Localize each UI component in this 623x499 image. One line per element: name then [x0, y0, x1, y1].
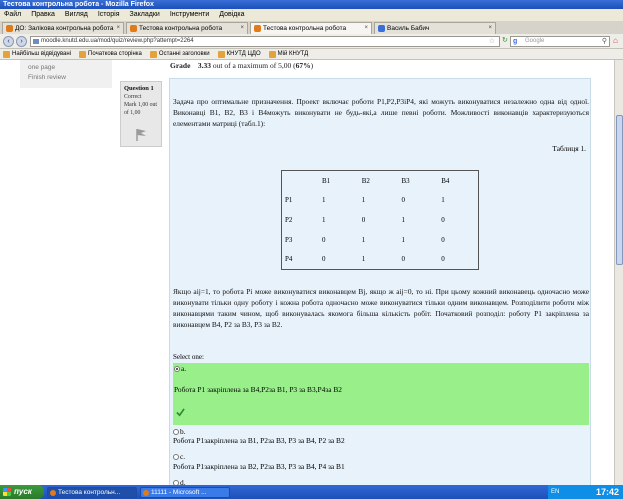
tab-2[interactable]: [126, 22, 248, 34]
window-title-bar: [0, 0, 623, 9]
moodle-favicon-icon: [6, 25, 13, 32]
option-letter: a.: [181, 364, 187, 373]
menu-history[interactable]: Історія: [97, 11, 120, 18]
menu-edit[interactable]: Правка: [31, 11, 55, 18]
bookmark-start-page[interactable]: Початкова сторінка: [79, 49, 142, 59]
question-text: Задача про оптимальне призначення. Проект включає роботи P1,P2,P3іP4, які можуть виконуватися незалежно одна від одної. Виконавці B1, B2, B3 і B4можуть виконувати не будь-які,а лише певні роботи. Можливості виконавців характеризуються елементами матриці (табл.1):: [173, 97, 589, 128]
matrix-cell: 1: [361, 255, 366, 264]
matrix-cell: 0: [441, 255, 445, 264]
url-text: moodle.knutd.edu.ua/mod/quiz/review.php?attempt=2264: [41, 38, 194, 44]
vertical-scrollbar[interactable]: [614, 60, 623, 485]
question-panel: [169, 78, 591, 485]
matrix-cell: P2: [285, 215, 293, 224]
grade-summary: [170, 61, 313, 70]
start-label: пуск: [14, 487, 32, 496]
taskbar-firefox[interactable]: [47, 487, 137, 498]
tab-label: Тестова контрольна робота: [139, 25, 223, 32]
home-icon[interactable]: ⌂: [613, 36, 618, 45]
matrix-cell: 0: [441, 215, 445, 224]
matrix-cell: B1: [322, 176, 331, 185]
close-icon[interactable]: ×: [364, 25, 368, 31]
matrix-cell: 0: [322, 255, 326, 264]
menu-file[interactable]: Файл: [4, 11, 22, 18]
bookmark-latest-headlines[interactable]: Останні заголовки: [150, 49, 210, 59]
page-content: [0, 60, 614, 485]
answer-option-a[interactable]: [173, 363, 589, 425]
grade-percent: 67%: [295, 61, 311, 70]
matrix-cell: P3: [285, 235, 293, 244]
close-icon[interactable]: ×: [488, 25, 492, 31]
question-info: [120, 81, 162, 147]
taskbar-label: Тестова контрольн...: [58, 488, 121, 496]
start-button[interactable]: [0, 485, 44, 499]
bookmarks-bar: [0, 49, 623, 60]
grade-rest: out of a maximum of 5,00 (: [212, 61, 296, 70]
tab-label: Тестова контрольна робота: [263, 25, 347, 32]
grade-value: 3.33: [197, 61, 212, 70]
matrix-row: [282, 249, 478, 269]
matrix-header-row: [282, 171, 478, 191]
url-bar[interactable]: [30, 36, 500, 47]
google-icon: g: [513, 38, 518, 45]
search-placeholder: Google: [525, 38, 545, 44]
flag-icon[interactable]: [135, 128, 147, 142]
matrix-cell: 1: [401, 235, 405, 244]
question-mark: Mark 1,00 out of 1,00: [124, 102, 158, 116]
matrix-cell: 0: [401, 196, 405, 205]
moodle-favicon-icon: [130, 25, 137, 32]
main-content: [112, 60, 614, 485]
matrix-cell: B3: [401, 176, 410, 185]
question-number: Question 1: [124, 85, 154, 92]
matrix-cell: 0: [441, 235, 445, 244]
tab-4[interactable]: [374, 22, 496, 34]
radio-c[interactable]: [173, 454, 179, 460]
bookmark-knutd-cdo[interactable]: КНУТД ЦДО: [218, 49, 261, 59]
checkmark-icon: [176, 408, 185, 417]
search-input[interactable]: [510, 36, 610, 47]
clock: 17:42: [595, 487, 619, 497]
matrix-row: [282, 191, 478, 211]
matrix-cell: [282, 171, 319, 191]
tab-label: ДО: Залікова контрольна робота: [15, 25, 114, 32]
bookmark-most-visited[interactable]: Найбільш відвідувані: [3, 49, 71, 59]
matrix-cell: P4: [285, 255, 293, 264]
scrollbar-thumb[interactable]: [616, 115, 623, 265]
menu-tools[interactable]: Інструменти: [169, 11, 210, 18]
matrix-cell: P1: [285, 196, 293, 205]
navigation-bar: [0, 34, 623, 49]
tab-label: Василь Бабич: [387, 25, 430, 32]
grade-label: Grade: [170, 61, 191, 70]
matrix-cell: 1: [401, 215, 405, 224]
site-icon: [33, 39, 39, 44]
menu-bar: [0, 9, 623, 21]
bookmark-my-knutd[interactable]: Мій КНУТД: [269, 49, 309, 59]
reload-icon[interactable]: ↻: [502, 37, 508, 44]
capability-matrix: [281, 170, 479, 270]
radio-b[interactable]: [173, 429, 179, 435]
search-icon[interactable]: ⚲: [601, 38, 607, 45]
option-a-text: Робота P1 закріплена за B4,P2за B1, P3 за B3,P4за B2: [174, 385, 342, 394]
select-one-label: Select one:: [173, 353, 204, 361]
finish-review-link[interactable]: Finish review: [28, 74, 66, 81]
matrix-cell: 1: [361, 235, 366, 244]
question-description: Якщо aij=1, то робота Pi може виконуватися виконавцем Bj, якщо ж aij=0, то ні. При цьому кожний виконавець одночасно може виконувати тільки одну роботу і кожна робота одночасно може виконуватися тільки одним виконавцем. Розподілити роботи між виконавцями таким чином, щоб виконувалась якомога більша кількість робіт. Початковий розподіл: роботу P1 закріплена за виконавцем B4, P2 за B3, P3 за B2.: [173, 287, 589, 329]
radio-a[interactable]: [174, 366, 180, 372]
matrix-row: [282, 210, 478, 230]
matrix-cell: 1: [441, 196, 445, 205]
show-one-page-link[interactable]: one page: [28, 64, 56, 71]
close-icon[interactable]: ×: [240, 25, 244, 31]
taskbar: [0, 485, 623, 499]
tab-3[interactable]: [250, 22, 372, 34]
window-title: Тестова контрольна робота - Mozilla Firefox: [3, 1, 154, 8]
matrix-cell: 0: [401, 255, 405, 264]
back-button[interactable]: ‹: [3, 36, 14, 47]
matrix-cell: 1: [361, 196, 366, 205]
option-letter: d.: [180, 478, 186, 485]
option-d-header[interactable]: [173, 478, 186, 485]
close-icon[interactable]: ×: [116, 25, 120, 31]
system-tray: [548, 485, 623, 499]
option-a-header: [174, 364, 186, 374]
matrix-cell: 1: [322, 196, 326, 205]
matrix-row: [282, 230, 478, 250]
moodle-favicon-icon: [254, 25, 261, 32]
menu-view[interactable]: Вигляд: [64, 11, 88, 18]
matrix-cell: B2: [361, 176, 370, 185]
option-c-text: Робота P1закріплена за B2, P2за B3, P3 за B4, P4 за B1: [173, 462, 345, 471]
quiz-navigation-block: [20, 60, 112, 88]
matrix-cell: 1: [322, 215, 326, 224]
table-caption: Таблиця 1.: [552, 144, 586, 153]
profile-favicon-icon: [378, 25, 385, 32]
matrix-cell: 0: [361, 215, 366, 224]
option-c-header[interactable]: [173, 452, 185, 462]
question-state: Correct: [124, 94, 142, 100]
taskbar-label: 11111 - Microsoft ...: [151, 488, 207, 496]
option-letter: c.: [180, 452, 186, 461]
matrix-cell: B4: [441, 176, 450, 185]
forward-button[interactable]: ›: [16, 36, 27, 47]
language-indicator[interactable]: EN: [551, 489, 560, 495]
taskbar-word[interactable]: [140, 487, 230, 498]
tab-bar: [0, 21, 623, 34]
option-b-text: Робота P1закріплена за B1, P2за B3, P3 за B4, P2 за B2: [173, 436, 345, 445]
grade-close: ): [310, 61, 314, 70]
left-column: [0, 60, 112, 485]
matrix-cell: 0: [322, 235, 326, 244]
menu-bookmarks[interactable]: Закладки: [129, 11, 160, 18]
tab-1[interactable]: [2, 22, 124, 34]
option-letter: b.: [180, 427, 186, 436]
star-icon[interactable]: ☆: [488, 38, 495, 45]
menu-help[interactable]: Довідка: [219, 11, 245, 18]
